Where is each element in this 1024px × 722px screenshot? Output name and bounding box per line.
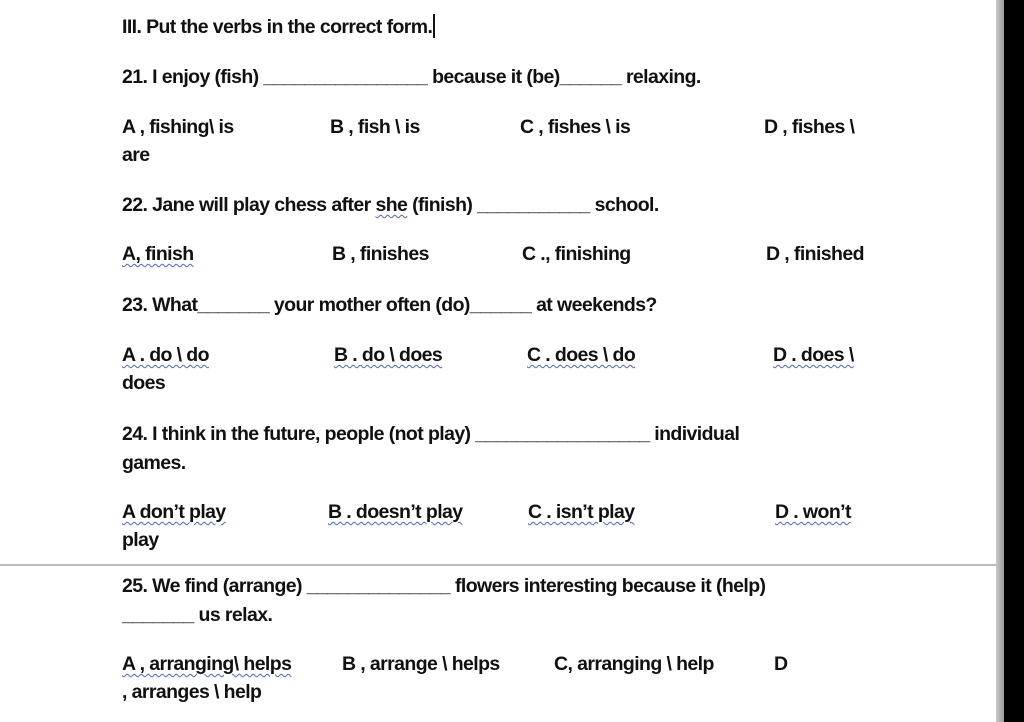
q22-option-a[interactable]: A, finish [122, 243, 194, 265]
question-23: 23. What_______ your mother often (do)______ at weekends? [122, 294, 657, 316]
q23-option-d[interactable]: D . does \ [773, 344, 854, 366]
question-21: 21. I enjoy (fish) ________________ because it (be)______ relaxing. [122, 66, 701, 88]
q21-option-d[interactable]: D , fishes \ [764, 116, 855, 138]
exercise-heading [122, 14, 435, 39]
q22-option-b[interactable]: B , finishes [332, 243, 429, 265]
q23-option-a[interactable]: A . do \ do [122, 344, 209, 366]
q24-option-a[interactable]: A don’t play [122, 501, 226, 523]
q24-option-b[interactable]: B . doesn’t play [328, 501, 463, 523]
q23-option-d-wrap: does [122, 372, 166, 394]
q25-option-a[interactable]: A , arranging\ helps [122, 653, 292, 675]
page-divider [0, 564, 996, 566]
question-22 [122, 194, 659, 217]
q22-text-pre: 22. Jane will play chess after [122, 194, 376, 216]
q25-option-b[interactable]: B , arrange \ helps [342, 653, 500, 675]
q24-option-d[interactable]: D . won’t [775, 501, 851, 523]
q21-option-a[interactable]: A , fishing\ is [122, 116, 234, 138]
q21-option-b[interactable]: B , fish \ is [330, 116, 420, 138]
q21-option-d-wrap: are [122, 144, 150, 166]
q25-option-d[interactable]: D [774, 653, 788, 675]
question-25-line2: _______ us relax. [122, 604, 273, 626]
q22-option-d[interactable]: D , finished [766, 243, 864, 265]
question-25: 25. We find (arrange) ______________ flowers interesting because it (help) [122, 575, 766, 597]
text-cursor[interactable] [433, 14, 435, 38]
q23-option-c[interactable]: C . does \ do [527, 344, 636, 366]
page-edge-shadow [996, 0, 1004, 722]
q22-option-c[interactable]: C ., finishing [522, 243, 631, 265]
q25-option-c[interactable]: C, arranging \ help [554, 653, 714, 675]
question-24: 24. I think in the future, people (not play) _________________ individual [122, 423, 740, 445]
q22-text-post: (finish) ___________ school. [407, 194, 659, 216]
q24-option-c[interactable]: C . isn’t play [528, 501, 635, 523]
q24-option-d-wrap: play [122, 529, 159, 551]
question-24-line2: games. [122, 452, 186, 474]
q25-option-d-wrap: , arranges \ help [122, 681, 262, 703]
q21-option-c[interactable]: C , fishes \ is [520, 116, 631, 138]
q23-option-b[interactable]: B . do \ does [334, 344, 443, 366]
q22-spellcheck-word: she [375, 194, 408, 216]
heading-text: III. Put the verbs in the correct form. [122, 16, 433, 38]
